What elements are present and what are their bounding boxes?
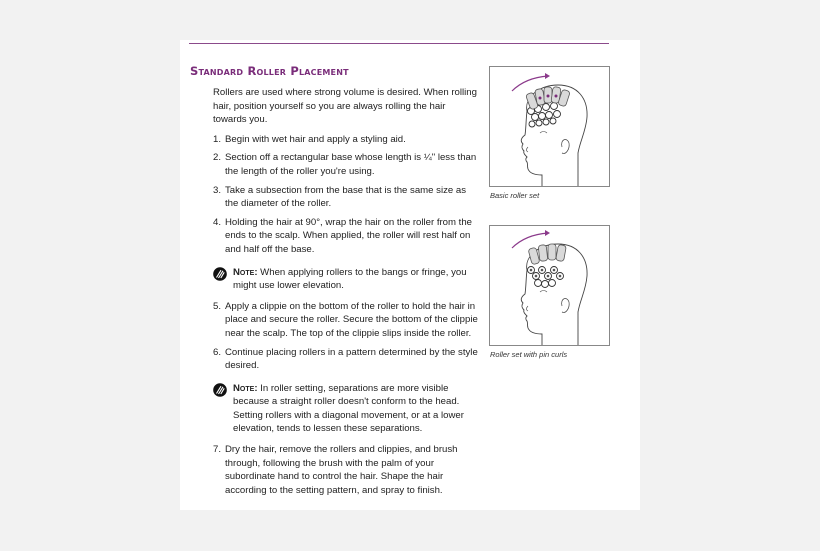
steps-list-a <box>213 133 478 257</box>
steps-list-b <box>213 300 478 373</box>
head-with-rollers-illustration <box>490 67 609 186</box>
step-number: 2. <box>213 152 222 164</box>
step-item <box>213 300 478 341</box>
step-item <box>213 133 478 147</box>
step-text: Section off a rectangular base whose length is ¼" less than the length of the roller you're using. <box>225 152 477 177</box>
note-icon <box>213 383 227 397</box>
note-1 <box>213 266 478 293</box>
step-text: Take a subsection from the base that is the same size as the diameter of the roller. <box>225 184 467 210</box>
step-number: 1. <box>213 133 222 145</box>
section-heading: Standard Roller Placement <box>190 64 349 78</box>
head-with-rollers-and-pin-curls-illustration <box>490 226 609 345</box>
figure-basic-roller-set <box>489 66 610 187</box>
note-2 <box>213 382 478 436</box>
step-text: Holding the hair at 90°, wrap the hair on the roller from the ends to the scalp. When applied, the roller will rest half on and half off the base. <box>225 216 473 255</box>
step-item <box>213 346 478 373</box>
note-label: Note: <box>233 266 258 278</box>
step-item <box>213 443 478 497</box>
note-text: In roller setting, separations are more visible because a straight roller doesn't conform to the head. Setting rollers with a diagonal movement, or at a lower elevation, tends to lessen these separations. <box>233 382 464 435</box>
document-page <box>180 40 640 510</box>
step-number: 7. <box>213 444 222 456</box>
step-number: 5. <box>213 300 222 312</box>
figure-caption: Basic roller set <box>490 191 540 200</box>
step-item <box>213 216 478 257</box>
step-number: 3. <box>213 184 222 196</box>
top-rule <box>189 43 609 44</box>
intro-paragraph: Rollers are used where strong volume is desired. When rolling hair, position yourself so you are always rolling the hair towards you. <box>213 87 477 126</box>
note-icon <box>213 267 227 281</box>
step-text: Continue placing rollers in a pattern determined by the style desired. <box>225 346 478 372</box>
figure-roller-set-pin-curls <box>489 225 610 346</box>
step-item <box>213 151 478 178</box>
body-text <box>213 86 478 502</box>
figure-caption: Roller set with pin curls <box>490 350 568 359</box>
step-item <box>213 184 478 211</box>
note-text: When applying rollers to the bangs or fringe, you might use lower elevation. <box>233 266 467 292</box>
step-text: Apply a clippie on the bottom of the roller to hold the hair in place and secure the roller. Secure the bottom of the clippie near the scalp. The top of the clippie slips inside the roller. <box>225 300 478 339</box>
step-number: 6. <box>213 346 222 358</box>
step-text: Begin with wet hair and apply a styling aid. <box>225 133 406 145</box>
steps-list-c <box>213 443 478 497</box>
note-label: Note: <box>233 382 258 394</box>
step-number: 4. <box>213 216 222 228</box>
step-text: Dry the hair, remove the rollers and clippies, and brush through, following the brush with the palm of your subordinate hand to control the hair. Shape the hair according to the setting pattern, and spray to finish. <box>225 444 458 496</box>
